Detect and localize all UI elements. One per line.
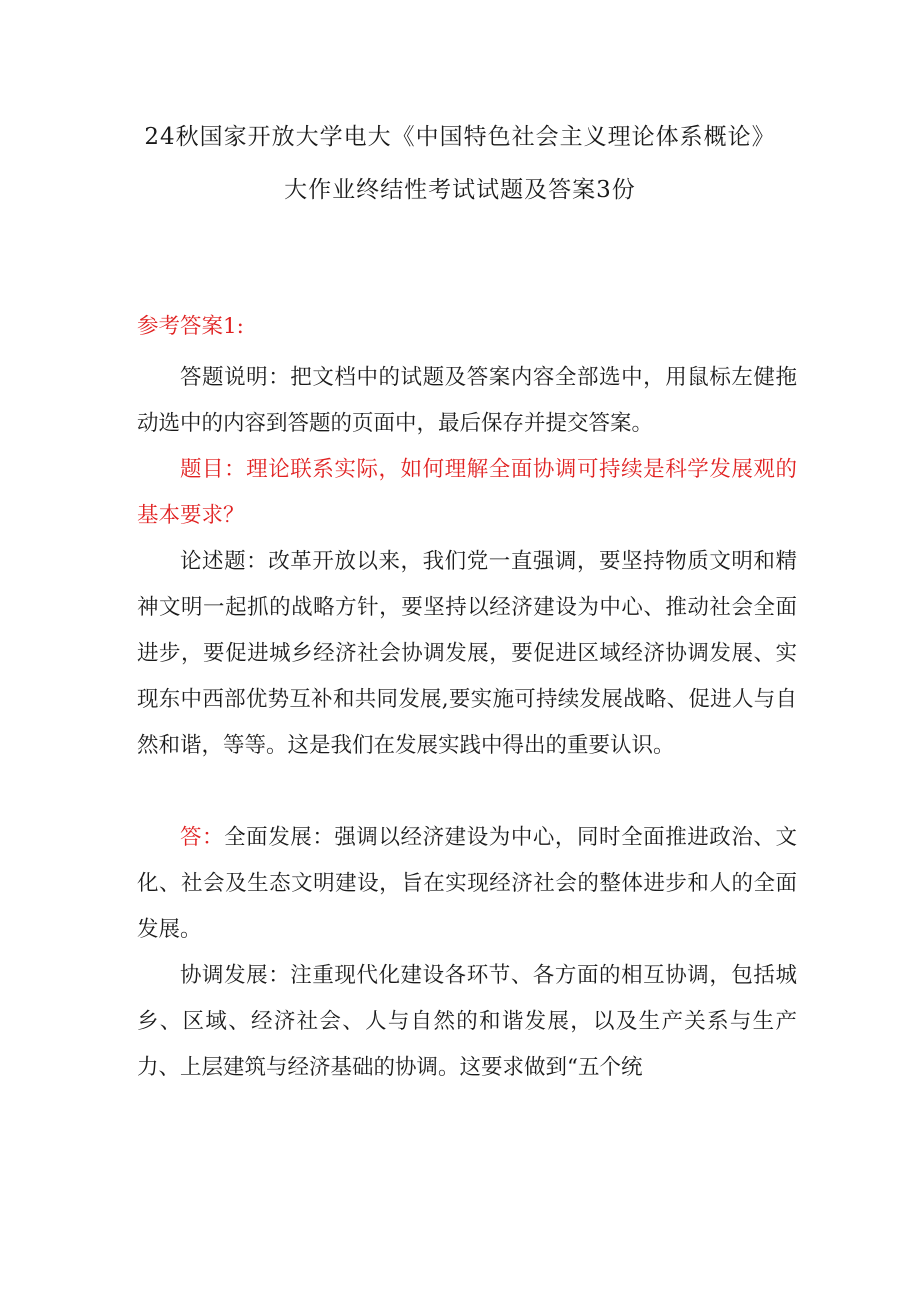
section-label: 参考答案1: — [137, 314, 244, 339]
document-title-line1: 24秋国家开放大学电大《中国特色社会主义理论体系概论》 — [144, 124, 776, 150]
question-paragraph: 题目：理论联系实际，如何理解全面协调可持续是科学发展观的基本要求？ — [137, 457, 797, 528]
document-title-line2: 大作业终结性考试试题及答案3份 — [284, 177, 636, 203]
instructions-paragraph: 答题说明：把文档中的试题及答案内容全部选中，用鼠标左健拖动选中的内容到答题的页面中，最后保存并提交答案。 — [137, 365, 797, 436]
answer-paragraph-2: 协调发展：注重现代化建设各环节、各方面的相互协调，包括城乡、区域、经济社会、人与自然的和谐发展，以及生产关系与生产力、上层建筑与经济基础的协调。这要求做到“五个统 — [137, 963, 797, 1080]
paragraph-gap — [137, 769, 797, 815]
answer-paragraph-1 — [137, 815, 797, 953]
essay-prompt-paragraph: 论述题：改革开放以来，我们党一直强调，要坚持物质文明和精神文明一起抓的战略方针，要坚持以经济建设为中心、推动社会全面进步，要促进城乡经济社会协调发展，要促进区域经济协调发展、实现东中西部优势互补和共同发展,要实施可持续发展战略、促进人与自然和谐，等等。这是我们在发展实践中得出的重要认识。 — [137, 549, 797, 758]
answer-label: 答： — [180, 825, 225, 850]
document-body — [137, 355, 797, 1091]
answer-text-1: 全面发展：强调以经济建设为中心，同时全面推进政治、文化、社会及生态文明建设，旨在实现经济社会的整体进步和人的全面发展。 — [137, 825, 797, 942]
